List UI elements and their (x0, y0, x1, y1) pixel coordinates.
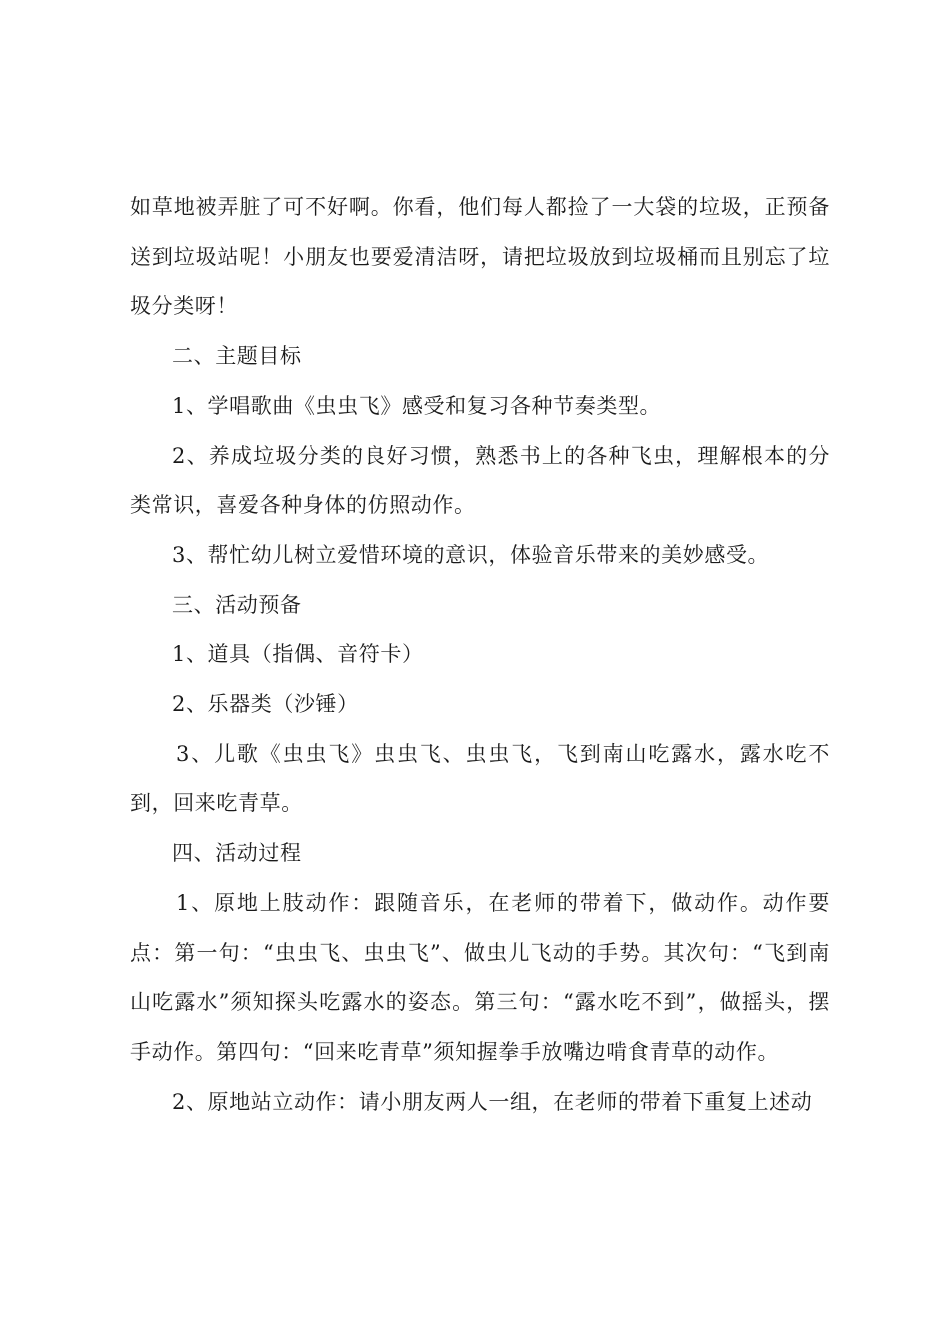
heading-theme-goals: 二、主题目标 (172, 344, 302, 369)
heading-activity-preparation: 三、活动预备 (172, 592, 302, 617)
process-item-2: 2、原地站立动作：请小朋友两人一组，在老师的带着下重复上述动 (172, 1089, 813, 1114)
goal-item-3: 3、帮忙幼儿树立爱惜环境的意识，体验音乐带来的美妙感受。 (172, 542, 770, 567)
goal-item-1: 1、学唱歌曲《虫虫飞》感受和复习各种节奏类型。 (172, 393, 662, 418)
document-body (130, 183, 830, 1127)
preparation-item-3: 3、儿歌《虫虫飞》虫虫飞、虫虫飞，飞到南山吃露水，露水吃不到，回来吃青草。 (130, 741, 830, 816)
goal-item-2: 2、养成垃圾分类的良好习惯，熟悉书上的各种飞虫，理解根本的分类常识，喜爱各种身体的仿照动作。 (130, 443, 830, 518)
paragraph-intro-continued: 如草地被弄脏了可不好啊。你看，他们每人都捡了一大袋的垃圾，正预备送到垃圾站呢！小朋友也要爱清洁呀，请把垃圾放到垃圾桶而且别忘了垃圾分类呀！ (130, 195, 830, 319)
heading-activity-process: 四、活动过程 (172, 841, 302, 866)
process-item-1: 1、原地上肢动作：跟随音乐，在老师的带着下，做动作。动作要点：第一句：“虫虫飞、虫虫飞”、做虫儿飞动的手势。其次句：“飞到南山吃露水”须知探头吃露水的姿态。第三句：“露水吃不到”，做摇头，摆手动作。第四句：“回来吃青草”须知握拳手放嘴边啃食青草的动作。 (130, 890, 830, 1064)
preparation-item-1: 1、道具（指偶、音符卡） (172, 642, 424, 667)
preparation-item-2: 2、乐器类（沙锤） (172, 692, 359, 717)
